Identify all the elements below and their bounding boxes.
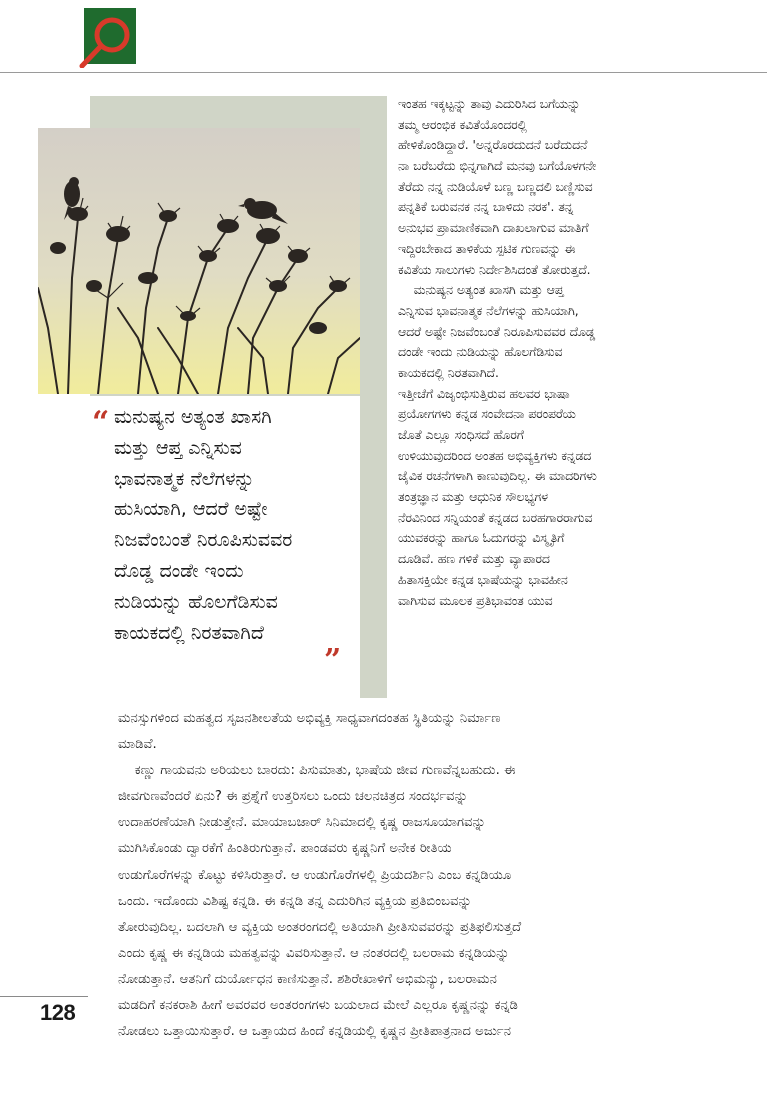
body-line: ಕಾಯಕದಲ್ಲಿ ನಿರತವಾಗಿದೆ. — [398, 365, 499, 380]
pull-quote-line: ಮತ್ತು ಆಪ್ತ ಎನ್ನಿಸುವ — [114, 436, 242, 459]
body-line: ಮಾಡಿವೆ. — [118, 737, 157, 753]
body-line: ಮಡದಿಗೆ ಕನಕರಾಶಿ ಹೀಗೆ ಅವರವರ ಅಂತರಂಗಗಳು ಬಯಲಾದ ಮೇಲೆ ಎಲ್ಲರೂ ಕೃಷ್ಣನನ್ನು ಕನ್ನಡಿ — [118, 998, 518, 1014]
body-line: ಯುವಕರನ್ನು ಹಾಗೂ ಓದುಗರನ್ನು ವಿಸ್ಮೃತಿಗೆ — [398, 531, 565, 546]
pull-quote-line: ದೊಡ್ಡ ದಂಡೇ ಇಂದು — [114, 559, 244, 582]
pull-quote-line: ಭಾವನಾತ್ಮಕ ನೆಲೆಗಳನ್ನು — [114, 467, 255, 490]
body-line: ಮನುಷ್ಯನ ಅತ್ಯಂತ ಖಾಸಗಿ ಮತ್ತು ಆಪ್ತ — [398, 283, 564, 298]
pull-quote-line: ನಿಜವೆಂಬಂತೆ ನಿರೂಪಿಸುವವರ — [114, 529, 293, 552]
body-line: ವಾಗಿಸುವ ಮೂಲಕ ಪ್ರತಿಭಾವಂತ ಯುವ — [398, 593, 553, 608]
body-line: ನೋಡಲು ಒತ್ತಾಯಿಸುತ್ತಾರೆ. ಆ ಒತ್ತಾಯದ ಹಿಂದೆ ಕನ್ನಡಿಯಲ್ಲಿ ಕೃಷ್ಣನ ಪ್ರೀತಿಪಾತ್ರನಾದ ಅರ್ಜುನ — [118, 1024, 512, 1040]
body-line: ದಂಡೇ ಇಂದು ನುಡಿಯನ್ನು ಹೊಲಗೆಡಿಸುವ — [398, 345, 563, 360]
body-line: ಎನ್ನಿಸುವ ಭಾವನಾತ್ಮಕ ನೆಲೆಗಳನ್ನು ಹುಸಿಯಾಗಿ, — [398, 303, 579, 318]
birds-silhouette-photo — [38, 128, 360, 394]
body-line: ಹಿತಾಸಕ್ತಿಯೇ ಕನ್ನಡ ಭಾಷೆಯನ್ನು ಭಾವಹೀನ — [398, 572, 568, 587]
body-line: ಪನ್ನತಿಕೆ ಬರುವನಕ ನನ್ನ ಬಾಳಿದು ನರಕ'. ತನ್ನ — [398, 200, 574, 215]
body-line: ಜೊತೆ ಎಲ್ಲೂ ಸಂಧಿಸದೆ ಹೊರಗೆ — [398, 428, 524, 442]
body-line: ಅನುಭವ ಪ್ರಾಮಾಣಿಕವಾಗಿ ದಾಖಲಾಗುವ ಮಾತಿಗೆ — [398, 221, 589, 236]
body-line: ತಂತ್ರಜ್ಞಾನ ಮತ್ತು ಆಧುನಿಕ ಸೌಲಭ್ಯಗಳ — [398, 490, 548, 505]
body-line: ಉದಾಹರಣೆಯಾಗಿ ನೀಡುತ್ತೇನೆ. ಮಾಯಾಬಜಾರ್ ಸಿನಿಮಾದಲ್ಲಿ ಕೃಷ್ಣ ರಾಜಸೂಯಾಗವನ್ನು — [118, 815, 486, 831]
body-line: ನೆರವಿನಿಂದ ಸನ್ನಿಯಂತೆ ಕನ್ನಡದ ಬರಹಗಾರರಾಗುವ — [398, 510, 593, 525]
body-line: ಇಂತಹ ಇಕ್ಕಟ್ಟನ್ನು ತಾವು ಎದುರಿಸಿದ ಬಗೆಯನ್ನು — [398, 97, 581, 111]
body-line: ಉಡುಗೊರೆಗಳನ್ನು ಕೊಟ್ಟು ಕಳಿಸಿರುತ್ತಾರೆ. ಆ ಉಡುಗೊರೆಗಳಲ್ಲಿ ಪ್ರಿಯದರ್ಶಿನಿ ಎಂಬ ಕನ್ನಡಿಯೂ — [118, 867, 512, 883]
body-line: ಆದರೆ ಅಷ್ಟೇ ನಿಜವೆಂಬಂತೆ ನಿರೂಪಿಸುವವರ ದೊಡ್ಡ — [398, 324, 596, 339]
body-line: ಮುಗಿಸಿಕೊಂಡು ದ್ವಾರಕೆಗೆ ಹಿಂತಿರುಗುತ್ತಾನೆ. ಪಾಂಡವರು ಕೃಷ್ಣನಿಗೆ ಅನೇಕ ರೀತಿಯ — [118, 841, 452, 857]
pull-quote-line: ಮನುಷ್ಯನ ಅತ್ಯಂತ ಖಾಸಗಿ — [114, 406, 272, 428]
body-line: ಜೈವಿಕ ರಚನೆಗಳಾಗಿ ಕಾಣುವುದಿಲ್ಲ. ಈ ಮಾದರಿಗಳು — [398, 469, 597, 484]
body-line: ಎಂದು ಕೃಷ್ಣ ಈ ಕನ್ನಡಿಯ ಮಹತ್ವವನ್ನು ವಿವರಿಸುತ್ತಾನೆ. ಆ ನಂತರದಲ್ಲಿ ಬಲರಾಮ ಕನ್ನಡಿಯನ್ನು — [118, 945, 510, 961]
header-rule — [0, 72, 767, 73]
magnifier-logo-icon — [78, 8, 136, 68]
pull-quote-line: ನುಡಿಯನ್ನು ಹೊಲಗೆಡಿಸುವ — [114, 590, 278, 613]
pull-quote — [114, 402, 364, 648]
body-line: ಕಣ್ಣು ಗಾಯವನು ಅರಿಯಲು ಬಾರದು: ಪಿಸುಮಾತು, ಭಾಷೆಯ ಜೀವ ಗುಣವೆನ್ನಬಹುದು. ಈ — [118, 763, 516, 779]
body-line: ಇತ್ತೀಚೆಗೆ ವಿಜೃಂಭಿಸುತ್ತಿರುವ ಹಲವರ ಭಾಷಾ — [398, 386, 570, 401]
body-line: ನಾ ಬರೆಬರೆದು ಭಿನ್ನಗಾಗಿದೆ ಮನವು ಬಗೆಯೊಳಗನೇ — [398, 159, 597, 174]
full-width-text — [118, 706, 710, 1045]
open-quote-mark: “ — [92, 405, 110, 440]
body-line: ಜೀವಗುಣವೆಂದರೆ ಏನು? ಈ ಪ್ರಶ್ನೆಗೆ ಉತ್ತರಿಸಲು ಒಂದು ಚಲನಚಿತ್ರದ ಸಂದರ್ಭವನ್ನು — [118, 789, 468, 805]
body-line: ಉಳಿಯುವುದರಿಂದ ಅಂತಹ ಅಭಿವ್ಯಕ್ತಿಗಳು ಕನ್ನಡದ — [398, 448, 592, 463]
close-quote-mark: ” — [324, 643, 342, 678]
body-line: ಕವಿತೆಯ ಸಾಲುಗಳು ನಿರ್ದೇಶಿಸಿದಂತೆ ತೋರುತ್ತದೆ. — [398, 262, 591, 277]
pull-quote-line: ಕಾಯಕದಲ್ಲಿ ನಿರತವಾಗಿದೆ — [114, 621, 264, 644]
body-line: ತಮ್ಮ ಆರಂಭಿಕ ಕವಿತೆಯೊಂದರಲ್ಲಿ — [398, 117, 527, 132]
magazine-logo — [78, 8, 136, 68]
right-column-text — [398, 94, 710, 611]
body-line: ಹೇಳಿಕೊಂಡಿದ್ದಾರೆ. 'ಅನ್ನರೊರದುದನೆ ಬರೆದುದನೆ — [398, 138, 588, 153]
body-line: ಇದ್ದಿರಬೇಕಾದ ತಾಳಿಕೆಯ ಸ್ಪಟಿಕ ಗುಣವನ್ನು ಈ — [398, 241, 576, 256]
body-line: ಪ್ರಯೋಗಗಳು ಕನ್ನಡ ಸಂವೇದನಾ ಪರಂಪರೆಯ — [398, 407, 576, 422]
body-line: ಮನಸ್ಸುಗಳಿಂದ ಮಹತ್ವದ ಸೃಜನಶೀಲತೆಯ ಅಭಿವ್ಯಕ್ತಿ ಸಾಧ್ಯವಾಗದಂತಹ ಸ್ಥಿತಿಯನ್ನು ನಿರ್ಮಾಣ — [118, 711, 501, 726]
body-line: ತೋರುವುದಿಲ್ಲ. ಬದಲಾಗಿ ಆ ವ್ಯಕ್ತಿಯ ಅಂತರಂಗದಲ್ಲಿ ಅತಿಯಾಗಿ ಪ್ರೀತಿಸುವವರನ್ನು ಪ್ರತಿಫಲಿಸುತ್ತದೆ — [118, 919, 522, 935]
body-line: ಒಂದು. ಇದೊಂದು ವಿಶಿಷ್ಟ ಕನ್ನಡಿ. ಈ ಕನ್ನಡಿ ತನ್ನ ಎದುರಿಗಿನ ವ್ಯಕ್ತಿಯ ಪ್ರತಿಬಿಂಬವನ್ನು — [118, 893, 472, 909]
page-number: 128 — [40, 1000, 76, 1025]
page-number-rule — [0, 996, 88, 997]
body-line: ದೂಡಿವೆ. ಹಣ ಗಳಿಕೆ ಮತ್ತು ವ್ಯಾಪಾರದ — [398, 552, 550, 567]
body-line: ತೆರೆದು ನನ್ನ ನುಡಿಯೊಳೆ ಬಣ್ಣ ಬಣ್ಣದಲಿ ಬಣ್ಣಿಸುವ — [398, 179, 593, 194]
pull-quote-line: ಹುಸಿಯಾಗಿ, ಆದರೆ ಅಷ್ಟೇ — [114, 498, 268, 521]
body-line: ನೋಡುತ್ತಾನೆ. ಆತನಿಗೆ ದುರ್ಯೋಧನ ಕಾಣಿಸುತ್ತಾನೆ. ಶಶಿರೇಖಾಳಿಗೆ ಅಭಿಮನ್ಯು, ಬಲರಾಮನ — [118, 971, 497, 987]
